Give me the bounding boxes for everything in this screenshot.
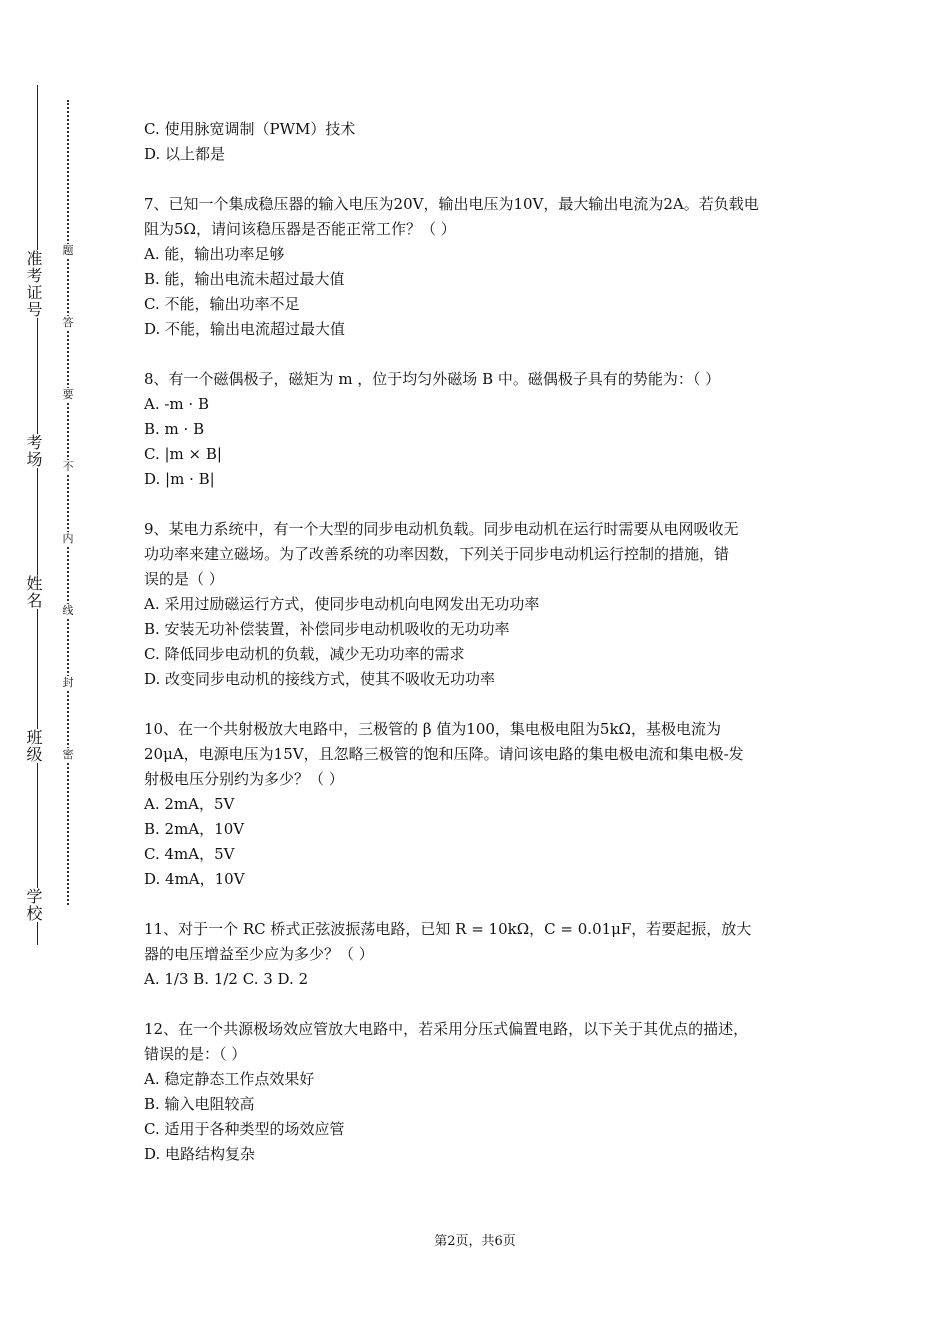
question-12 [144, 1017, 816, 1167]
option-line: B. 安装无功补偿装置，补偿同步电动机吸收的无功功率 [144, 620, 510, 638]
seal-dotted-line [67, 100, 69, 905]
option-line: D. 改变同步电动机的接线方式，使其不吸收无功功率 [144, 670, 496, 688]
option-line: C. |m × B| [144, 445, 222, 463]
question-stem: 8、有一个磁偶极子，磁矩为 m ，位于均匀外磁场 B 中。磁偶极子具有的势能为：（ ） [144, 370, 721, 388]
seal-char: 密 [59, 748, 77, 761]
seal-char: 要 [59, 388, 77, 401]
option-line: D. 以上都是 [144, 145, 226, 163]
option-line: A. 稳定静态工作点效果好 [144, 1070, 315, 1088]
question-10 [144, 717, 816, 892]
question-stem: 7、已知一个集成稳压器的输入电压为20V，输出电压为10V，最大输出电流为2A。若负载电 [144, 195, 759, 213]
field-exam-room: 考场 [20, 434, 50, 468]
option-line: C. 降低同步电动机的负载，减少无功功率的需求 [144, 645, 465, 663]
question-stem: 11、对于一个 RC 桥式正弦波振荡电路，已知 R = 10kΩ，C = 0.01μF，若要起振，放大 [144, 920, 752, 938]
field-name: 姓名 [20, 575, 50, 609]
option-line: B. m · B [144, 420, 205, 438]
option-line: D. 4mA，10V [144, 870, 245, 888]
question-stem: 误的是（ ） [144, 570, 224, 588]
option-line: A. -m · B [144, 395, 209, 413]
question-stem: 9、某电力系统中，有一个大型的同步电动机负载。同步电动机在运行时需要从电网吸收无 [144, 520, 739, 538]
question-7 [144, 192, 816, 342]
question-stem: 阻为5Ω，请问该稳压器是否能正常工作？（ ） [144, 220, 456, 238]
question-stem: 射极电压分别约为多少？（ ） [144, 770, 344, 788]
field-exam-number: 准考证号 [20, 250, 50, 318]
seal-char: 不 [59, 460, 77, 473]
seal-char: 答 [59, 316, 77, 329]
option-line: B. 能，输出电流未超过最大值 [144, 270, 345, 288]
option-line: A. 能，输出功率足够 [144, 245, 285, 263]
option-line: C. 4mA，5V [144, 845, 235, 863]
field-class: 班级 [20, 729, 50, 763]
option-line: D. 电路结构复杂 [144, 1145, 256, 1163]
question-stem: 功功率来建立磁场。为了改善系统的功率因数，下列关于同步电动机运行控制的措施，错 [144, 545, 730, 563]
option-line: C. 使用脉宽调制（PWM）技术 [144, 120, 356, 138]
seal-char: 内 [59, 532, 77, 545]
option-line: A. 采用过励磁运行方式，使同步电动机向电网发出无功功率 [144, 595, 540, 613]
question-stem: 10、在一个共射极放大电路中，三极管的 β 值为100，集电极电阻为5kΩ，基极电流为 [144, 720, 721, 738]
option-line: D. 不能，输出电流超过最大值 [144, 320, 346, 338]
option-line: C. 不能，输出功率不足 [144, 295, 300, 313]
option-line: A. 2mA，5V [144, 795, 235, 813]
option-line: B. 输入电阻较高 [144, 1095, 255, 1113]
seal-char: 封 [59, 676, 77, 689]
option-line: C. 适用于各种类型的场效应管 [144, 1120, 345, 1138]
option-line: B. 2mA，10V [144, 820, 245, 838]
question-11 [144, 917, 816, 992]
question-stem: 20μA，电源电压为15V，且忽略三极管的饱和压降。请问该电路的集电极电流和集电极-发 [144, 745, 744, 763]
question-9 [144, 517, 816, 692]
question-stem: 12、在一个共源极场效应管放大电路中，若采用分压式偏置电路，以下关于其优点的描述， [144, 1020, 749, 1038]
seal-char: 题 [59, 244, 77, 257]
question-stem: 器的电压增益至少应为多少？（ ） [144, 945, 374, 963]
page-number: 第2页，共6页 [434, 1234, 516, 1249]
seal-char: 线 [59, 604, 77, 617]
binding-solid-line [37, 85, 38, 945]
field-school: 学校 [20, 888, 50, 922]
option-line: D. |m · B| [144, 470, 215, 488]
option-line: A. 1/3 B. 1/2 C. 3 D. 2 [144, 970, 309, 988]
exam-content [144, 117, 816, 1167]
question-8 [144, 367, 816, 492]
question-stem: 错误的是：（ ） [144, 1045, 247, 1063]
